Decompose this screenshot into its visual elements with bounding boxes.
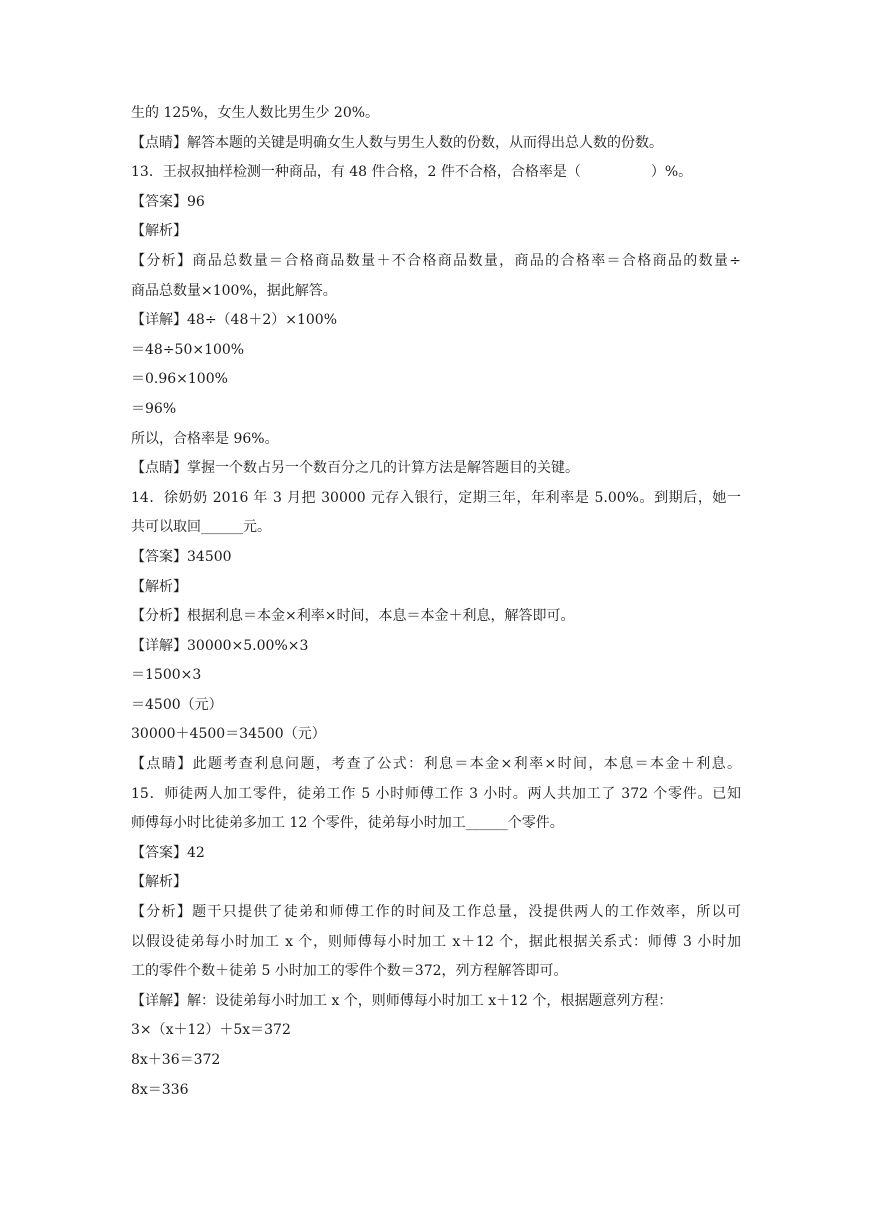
text-line: 【详解】48÷（48＋2）×100% <box>131 312 338 329</box>
equation-line: ＝1500×3 <box>131 667 202 684</box>
answer-line: 【答案】34500 <box>131 548 232 565</box>
text-line: 【详解】解：设徒弟每小时加工 x 个，则师傅每小时加工 x＋12 个，根据题意列方程： <box>131 992 673 1009</box>
analysis-heading: 【解析】 <box>131 578 187 595</box>
question-14: 14．徐奶奶 2016 年 3 月把 30000 元存入银行，定期三年，年利率是 5.00%。到期后，她一 <box>131 489 741 506</box>
text-line: 【点睛】解答本题的关键是明确女生人数与男生人数的份数，从而得出总人数的份数。 <box>131 134 663 151</box>
text-line: 以假设徒弟每小时加工 x 个，则师傅每小时加工 x＋12 个，据此根据关系式：师傅 3 小时加 <box>131 933 741 950</box>
text-line: 【点睛】此题考查利息问题，考查了公式：利息＝本金×利率×时间，本息＝本金＋利息。 <box>131 756 741 773</box>
text-line: 【分析】商品总数量＝合格商品数量＋不合格商品数量，商品的合格率＝合格商品的数量÷ <box>131 252 741 269</box>
text-line: 所以，合格率是 96%。 <box>131 430 279 447</box>
text-line: 工的零件个数＋徒弟 5 小时加工的零件个数＝372，列方程解答即可。 <box>131 963 568 980</box>
analysis-heading: 【解析】 <box>131 874 187 891</box>
equation-line: ＝4500（元） <box>131 696 223 713</box>
equation-line: 8x＋36＝372 <box>131 1052 221 1068</box>
text-line: 【分析】根据利息＝本金×利率×时间，本息＝本金＋利息，解答即可。 <box>131 608 575 625</box>
answer-line: 【答案】96 <box>131 193 205 210</box>
text-line: 商品总数量×100%，据此解答。 <box>131 282 337 299</box>
equation-line: ＝96% <box>131 400 177 417</box>
answer-line: 【答案】42 <box>131 844 205 861</box>
equation-line: 8x＝336 <box>131 1081 189 1098</box>
equation-line: 3×（x＋12）＋5x＝372 <box>131 1022 291 1039</box>
text-line: 【详解】30000×5.00%×3 <box>131 637 309 654</box>
analysis-heading: 【解析】 <box>131 223 187 240</box>
text-line: 师傅每小时比徒弟多加工 12 个零件，徒弟每小时加工______个零件。 <box>131 815 564 832</box>
text-line: 共可以取回______元。 <box>131 519 271 536</box>
equation-line: ＝48÷50×100% <box>131 341 245 358</box>
question-13: 13．王叔叔抽样检测一种商品，有 48 件合格，2 件不合格，合格率是（ ）%。 <box>131 164 693 181</box>
equation-line: 30000＋4500＝34500（元） <box>131 726 326 743</box>
text-line: 生的 125%，女生人数比男生少 20%。 <box>131 105 380 121</box>
text-line: 【点睛】掌握一个数占另一个数百分之几的计算方法是解答题目的关键。 <box>131 460 579 477</box>
equation-line: ＝0.96×100% <box>131 371 228 388</box>
text-line: 【分析】题干只提供了徒弟和师傅工作的时间及工作总量，没提供两人的工作效率，所以可 <box>131 904 741 921</box>
document-page <box>131 99 741 1105</box>
question-15: 15．师徒两人加工零件，徒弟工作 5 小时师傅工作 3 小时。两人共加工了 372 个零件。已知 <box>131 785 741 802</box>
